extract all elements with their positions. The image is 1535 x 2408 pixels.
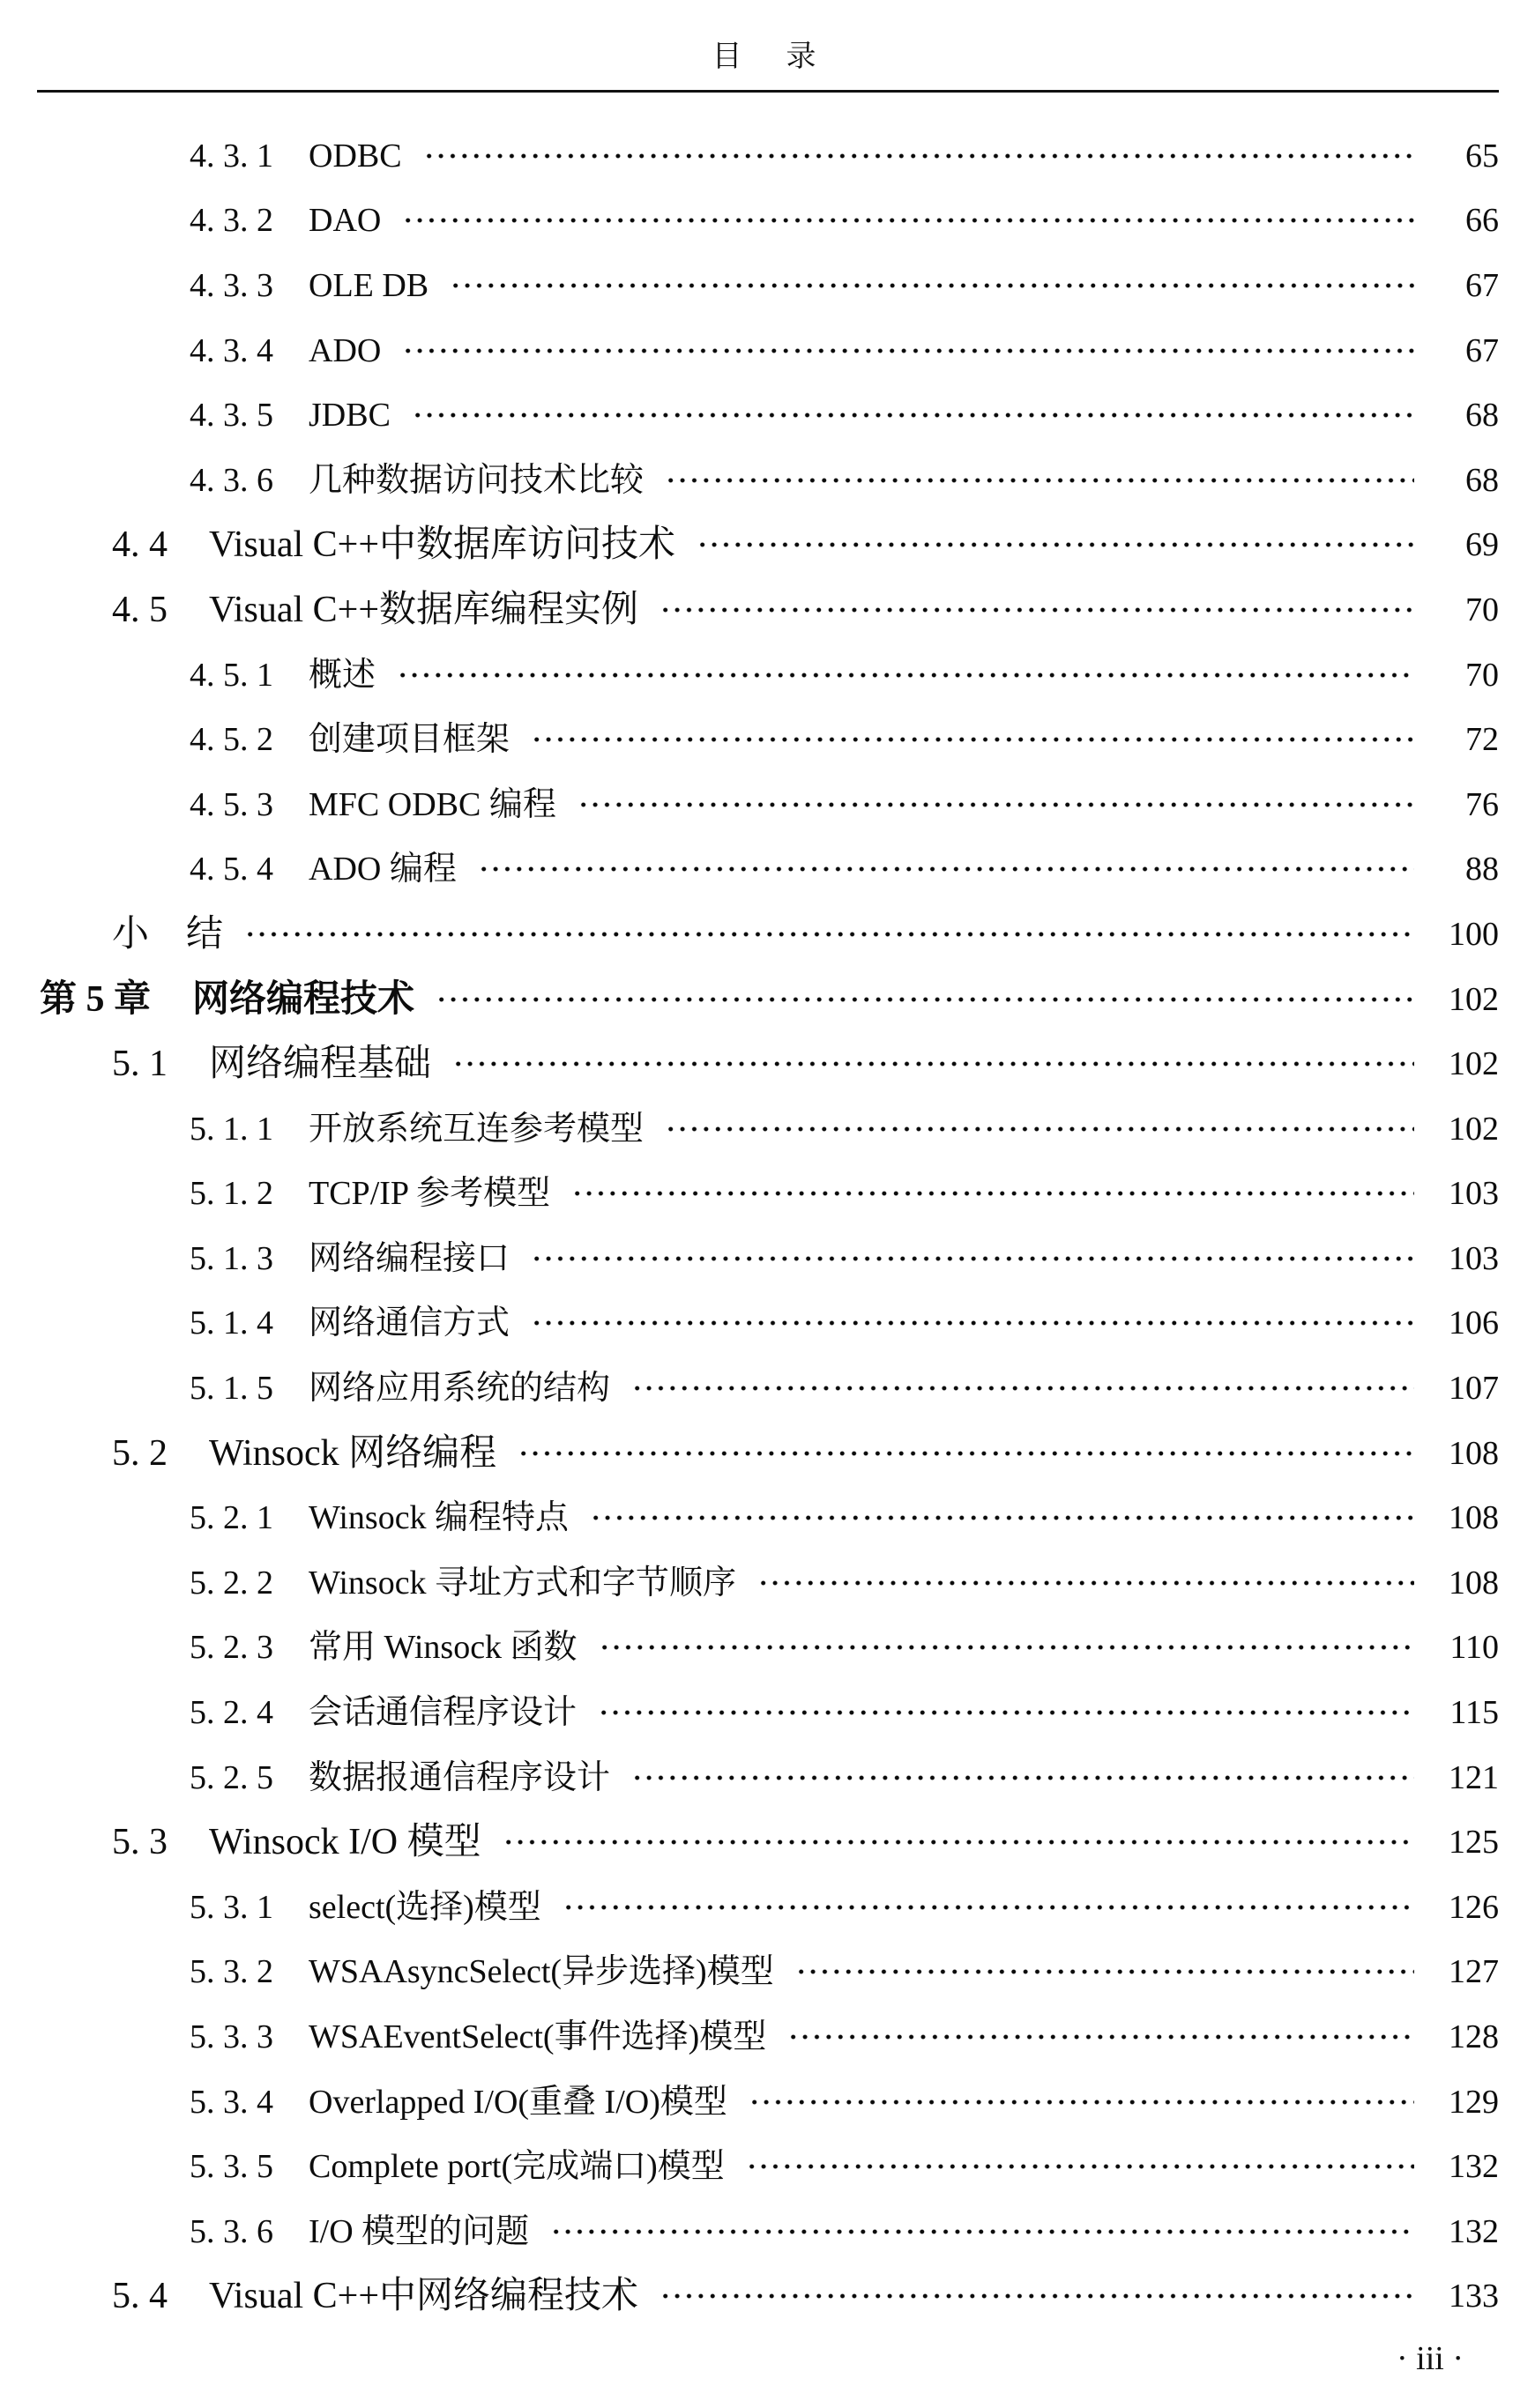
section-title: Visual C++中网络编程技术 xyxy=(209,2276,639,2317)
dot-leader xyxy=(436,982,1414,1017)
toc-entry xyxy=(0,2134,1499,2199)
section-number: 5. 3. 4 xyxy=(190,2083,273,2121)
section-title: select(选择)模型 xyxy=(309,1888,541,1926)
section-number: 5. 3. 1 xyxy=(190,1888,273,1926)
dot-leader xyxy=(665,1111,1414,1147)
dot-leader xyxy=(598,1695,1414,1730)
toc-entry xyxy=(0,1291,1499,1356)
section-number: 4. 3. 3 xyxy=(190,266,273,304)
page-number: 133 xyxy=(1449,2278,1499,2315)
section-number: 5. 4 xyxy=(112,2276,168,2317)
page-number: 129 xyxy=(1449,2083,1499,2121)
section-number: 5. 2 xyxy=(112,1432,168,1474)
page-number: 126 xyxy=(1449,1888,1499,1926)
page-number-footer: · iii · xyxy=(1397,2340,1464,2377)
section-title: 网络应用系统的结构 xyxy=(309,1370,611,1408)
page-number: 102 xyxy=(1449,1045,1499,1083)
section-number: 5. 1 xyxy=(112,1044,168,1085)
dot-leader xyxy=(423,138,1414,174)
toc-entry xyxy=(0,1226,1499,1291)
section-title: 会话通信程序设计 xyxy=(309,1694,577,1732)
section-title: 数据报通信程序设计 xyxy=(309,1758,611,1796)
page-number: 121 xyxy=(1449,1758,1499,1796)
section-number: 第 5 章 xyxy=(40,978,152,1020)
dot-leader xyxy=(531,722,1414,757)
dot-leader xyxy=(531,1305,1414,1341)
toc-entry xyxy=(0,967,1499,1032)
section-title: 网络编程基础 xyxy=(209,1044,432,1085)
section-title: Winsock 编程特点 xyxy=(309,1499,570,1537)
page-number: 108 xyxy=(1449,1499,1499,1537)
toc-entry xyxy=(0,1485,1499,1550)
dot-leader xyxy=(590,1500,1414,1535)
section-title: Winsock 寻址方式和字节顺序 xyxy=(309,1564,737,1602)
page-number: 110 xyxy=(1449,1629,1499,1667)
toc-entry xyxy=(0,2264,1499,2330)
page-number: 108 xyxy=(1449,1564,1499,1602)
toc-entry xyxy=(0,707,1499,772)
dot-leader xyxy=(503,1825,1414,1860)
section-title: ADO xyxy=(309,331,382,369)
dot-leader xyxy=(599,1630,1414,1665)
dot-leader xyxy=(665,463,1414,498)
toc-entry xyxy=(0,513,1499,578)
section-number: 5. 2. 4 xyxy=(190,1694,273,1732)
section-number: 4. 3. 1 xyxy=(190,137,273,175)
toc-entry xyxy=(0,1875,1499,1940)
header-rule xyxy=(37,90,1499,93)
section-number: 4. 3. 4 xyxy=(190,331,273,369)
dot-leader xyxy=(746,2149,1414,2184)
page-number: 65 xyxy=(1465,137,1499,175)
section-title: Winsock 网络编程 xyxy=(209,1432,497,1474)
section-title: Visual C++数据库编程实例 xyxy=(209,589,639,630)
section-number: 5. 1. 5 xyxy=(190,1370,273,1408)
section-title: WSAEventSelect(事件选择)模型 xyxy=(309,2018,767,2056)
dot-leader xyxy=(659,592,1414,628)
section-number: 5. 1. 3 xyxy=(190,1239,273,1277)
section-number: 5. 2. 2 xyxy=(190,1564,273,1602)
page-number: 100 xyxy=(1449,915,1499,953)
page-number: 67 xyxy=(1465,331,1499,369)
page-number: 66 xyxy=(1465,202,1499,240)
toc-entry xyxy=(0,1356,1499,1421)
toc-entry xyxy=(0,837,1499,903)
page-number: 67 xyxy=(1465,266,1499,304)
toc-entry xyxy=(0,2199,1499,2264)
section-number: 5. 2. 1 xyxy=(190,1499,273,1537)
page-number: 68 xyxy=(1465,397,1499,435)
dot-leader xyxy=(452,1046,1414,1081)
dot-leader xyxy=(697,527,1414,562)
page-number: 102 xyxy=(1449,980,1499,1018)
toc-entry xyxy=(0,1680,1499,1745)
dot-leader xyxy=(531,1241,1414,1276)
toc-entry xyxy=(0,1031,1499,1096)
section-title: 概述 xyxy=(309,656,376,694)
section-number: 5. 3. 6 xyxy=(190,2212,273,2250)
section-number: 5. 2. 5 xyxy=(190,1758,273,1796)
toc-entry xyxy=(0,1940,1499,2005)
section-title: 网络编程接口 xyxy=(309,1239,510,1277)
toc-entry xyxy=(0,123,1499,189)
dot-leader xyxy=(577,787,1414,822)
page-number: 102 xyxy=(1449,1110,1499,1148)
section-title: WSAAsyncSelect(异步选择)模型 xyxy=(309,1953,774,1991)
toc-entry xyxy=(0,1745,1499,1810)
section-title: 几种数据访问技术比较 xyxy=(309,461,645,499)
toc-entry xyxy=(0,1616,1499,1681)
page-number: 132 xyxy=(1449,2212,1499,2250)
dot-leader xyxy=(412,398,1414,433)
toc-entry xyxy=(0,448,1499,513)
section-title: 常用 Winsock 函数 xyxy=(309,1629,577,1667)
page-number: 68 xyxy=(1465,461,1499,499)
section-number: 5. 3. 2 xyxy=(190,1953,273,1991)
toc-entry xyxy=(0,772,1499,837)
page-number: 103 xyxy=(1449,1175,1499,1213)
section-title: ADO 编程 xyxy=(309,851,457,888)
section-number: 4. 3. 5 xyxy=(190,397,273,435)
section-number: 4. 5. 3 xyxy=(190,785,273,823)
section-title: Overlapped I/O(重叠 I/O)模型 xyxy=(309,2083,727,2121)
toc-entry xyxy=(0,318,1499,383)
toc-entry xyxy=(0,1421,1499,1486)
section-title: Winsock I/O 模型 xyxy=(209,1822,481,1863)
dot-leader xyxy=(659,2278,1414,2314)
page-number: 115 xyxy=(1449,1694,1499,1732)
page-number: 106 xyxy=(1449,1304,1499,1342)
toc-entry xyxy=(0,189,1499,254)
toc-entry xyxy=(0,1550,1499,1616)
toc-entry xyxy=(0,383,1499,448)
section-number: 4. 5. 4 xyxy=(190,851,273,888)
section-title: Complete port(完成端口)模型 xyxy=(309,2148,725,2186)
section-title: ODBC xyxy=(309,137,402,175)
page-number: 128 xyxy=(1449,2018,1499,2056)
dot-leader xyxy=(795,1954,1414,1989)
section-number: 4. 5. 2 xyxy=(190,721,273,759)
dot-leader xyxy=(563,1890,1414,1925)
toc-entry xyxy=(0,1162,1499,1227)
dot-leader xyxy=(244,917,1414,952)
toc-entry xyxy=(0,1810,1499,1875)
dot-leader xyxy=(478,851,1414,887)
section-number: 5. 3. 3 xyxy=(190,2018,273,2056)
section-number: 4. 3. 6 xyxy=(190,461,273,499)
dot-leader xyxy=(550,2214,1414,2249)
section-title: Visual C++中数据库访问技术 xyxy=(209,524,676,566)
section-number: 4. 4 xyxy=(112,524,168,566)
toc-entry xyxy=(0,2070,1499,2135)
dot-leader xyxy=(749,2085,1414,2120)
dot-leader xyxy=(631,1371,1414,1406)
toc-entry xyxy=(0,902,1499,967)
toc-entry xyxy=(0,2004,1499,2070)
page-number: 127 xyxy=(1449,1953,1499,1991)
page-number: 69 xyxy=(1465,526,1499,564)
section-title: 创建项目框架 xyxy=(309,721,510,759)
page-number: 72 xyxy=(1465,721,1499,759)
dot-leader xyxy=(571,1176,1414,1211)
dot-leader xyxy=(450,268,1414,303)
toc-entry xyxy=(0,577,1499,643)
dot-leader xyxy=(402,203,1414,238)
section-title: DAO xyxy=(309,202,382,240)
section-number: 5. 1. 1 xyxy=(190,1110,273,1148)
section-title: 小 结 xyxy=(112,913,224,955)
dot-leader xyxy=(631,1760,1414,1795)
page-number: 107 xyxy=(1449,1370,1499,1408)
section-title: MFC ODBC 编程 xyxy=(309,785,556,823)
section-number: 5. 3. 5 xyxy=(190,2148,273,2186)
page-title: 目 录 xyxy=(712,41,823,73)
section-title: 网络编程技术 xyxy=(192,978,415,1020)
dot-leader xyxy=(402,333,1414,368)
page-number: 70 xyxy=(1465,591,1499,628)
toc-entry-list xyxy=(0,123,1499,2329)
page-number: 103 xyxy=(1449,1239,1499,1277)
section-title: OLE DB xyxy=(309,266,429,304)
section-title: JDBC xyxy=(309,397,391,435)
page-number: 125 xyxy=(1449,1824,1499,1862)
toc-entry xyxy=(0,1096,1499,1162)
dot-leader xyxy=(757,1565,1414,1601)
section-title: 开放系统互连参考模型 xyxy=(309,1110,645,1148)
section-number: 5. 1. 2 xyxy=(190,1175,273,1213)
section-title: 网络通信方式 xyxy=(309,1304,510,1342)
dot-leader xyxy=(787,2019,1414,2055)
section-number: 4. 3. 2 xyxy=(190,202,273,240)
page-number: 70 xyxy=(1465,656,1499,694)
section-number: 5. 3 xyxy=(112,1822,168,1863)
section-number: 4. 5. 1 xyxy=(190,656,273,694)
section-number: 5. 1. 4 xyxy=(190,1304,273,1342)
page-number: 132 xyxy=(1449,2148,1499,2186)
section-number: 4. 5 xyxy=(112,589,168,630)
dot-leader xyxy=(518,1436,1414,1471)
section-title: TCP/IP 参考模型 xyxy=(309,1175,551,1213)
page-number: 88 xyxy=(1465,851,1499,888)
dot-leader xyxy=(397,658,1414,693)
page-number: 108 xyxy=(1449,1434,1499,1472)
page-number: 76 xyxy=(1465,785,1499,823)
toc-entry xyxy=(0,253,1499,318)
section-number: 5. 2. 3 xyxy=(190,1629,273,1667)
section-title: I/O 模型的问题 xyxy=(309,2212,530,2250)
toc-entry xyxy=(0,643,1499,708)
